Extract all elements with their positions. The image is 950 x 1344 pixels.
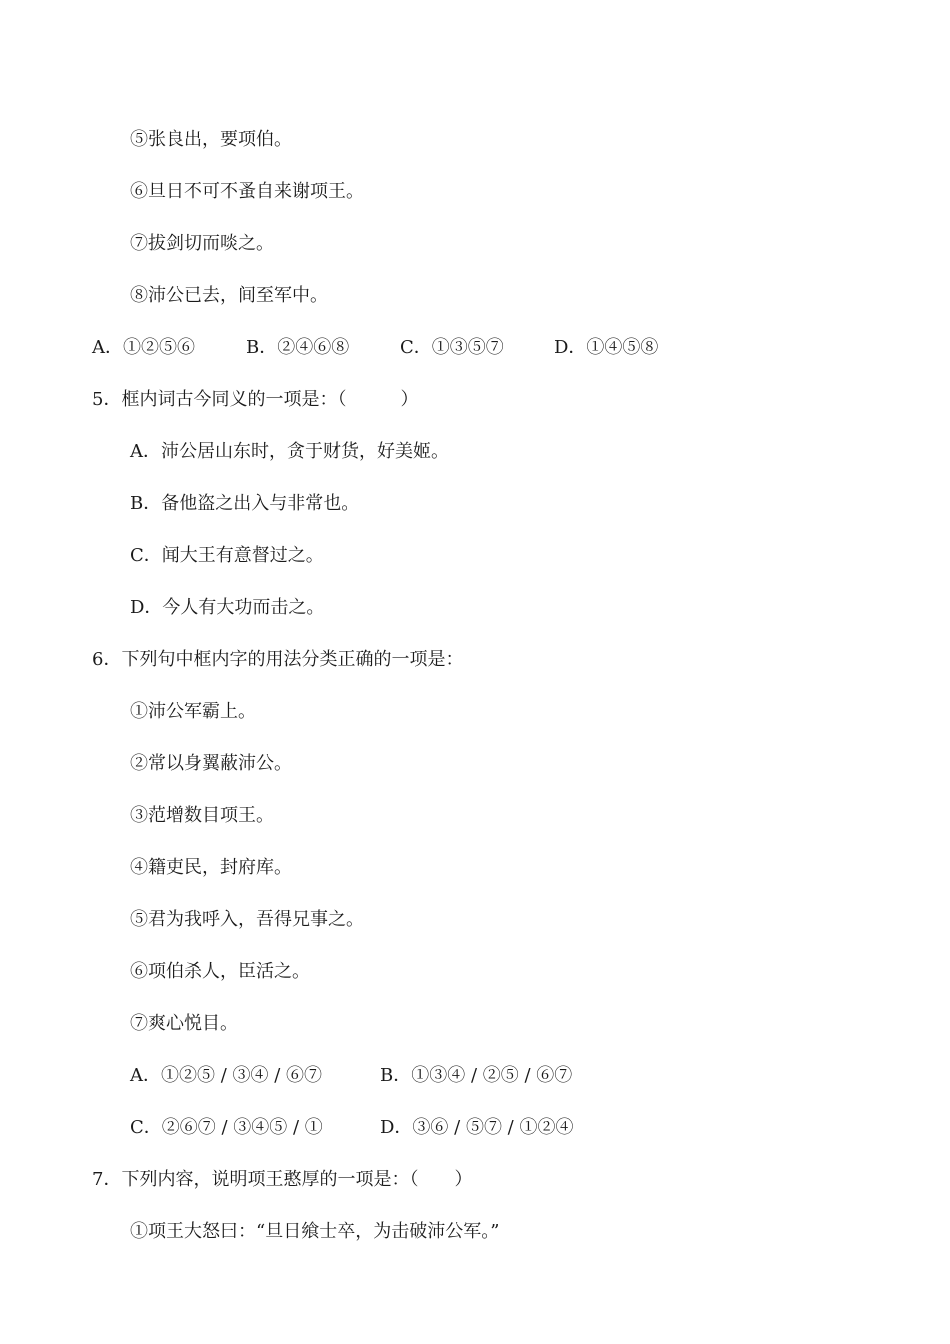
q6-option-a: A．①②⑤ / ③④ / ⑥⑦ — [130, 1065, 323, 1086]
q6-item-7: ⑦爽心悦目。 — [130, 1013, 238, 1034]
q6-option-d: D．③⑥ / ⑤⑦ / ①②④ — [380, 1117, 574, 1138]
q7-stem: 7．下列内容，说明项王憨厚的一项是：（ ） — [92, 1169, 473, 1190]
q5-option-b: B．备他盗之出入与非常也。 — [130, 493, 360, 514]
q5-option-d: D．今人有大功而击之。 — [130, 597, 325, 618]
q6-option-b: B．①③④ / ②⑤ / ⑥⑦ — [380, 1065, 573, 1086]
q6-item-6: ⑥项伯杀人，臣活之。 — [130, 961, 310, 982]
q4-option-a: A．①②⑤⑥ — [92, 337, 195, 358]
q5-option-c: C．闻大王有意督过之。 — [130, 545, 324, 566]
q4-option-c: C．①③⑤⑦ — [400, 337, 504, 358]
q6-item-1: ①沛公军霸上。 — [130, 701, 256, 722]
q4-option-d: D．①④⑤⑧ — [554, 337, 659, 358]
q6-option-c: C．②⑥⑦ / ③④⑤ / ① — [130, 1117, 323, 1138]
q6-item-2: ②常以身翼蔽沛公。 — [130, 753, 292, 774]
q4-item-8: ⑧沛公已去，间至军中。 — [130, 285, 328, 306]
q7-item-1: ①项王大怒曰：“旦日飨士卒，为击破沛公军。” — [130, 1221, 500, 1242]
q4-item-7: ⑦拔剑切而啖之。 — [130, 233, 274, 254]
q5-stem: 5．框内词古今同义的一项是：（ ） — [92, 389, 419, 410]
q6-item-5: ⑤君为我呼入，吾得兄事之。 — [130, 909, 364, 930]
q6-item-4: ④籍吏民，封府库。 — [130, 857, 292, 878]
q5-option-a: A．沛公居山东时，贪于财货，好美姬。 — [130, 441, 449, 462]
q4-option-b: B．②④⑥⑧ — [246, 337, 350, 358]
q6-item-3: ③范增数目项王。 — [130, 805, 274, 826]
q6-stem: 6．下列句中框内字的用法分类正确的一项是： — [92, 649, 464, 670]
q4-item-6: ⑥旦日不可不蚤自来谢项王。 — [130, 181, 364, 202]
q4-item-5: ⑤张良出，要项伯。 — [130, 129, 292, 150]
